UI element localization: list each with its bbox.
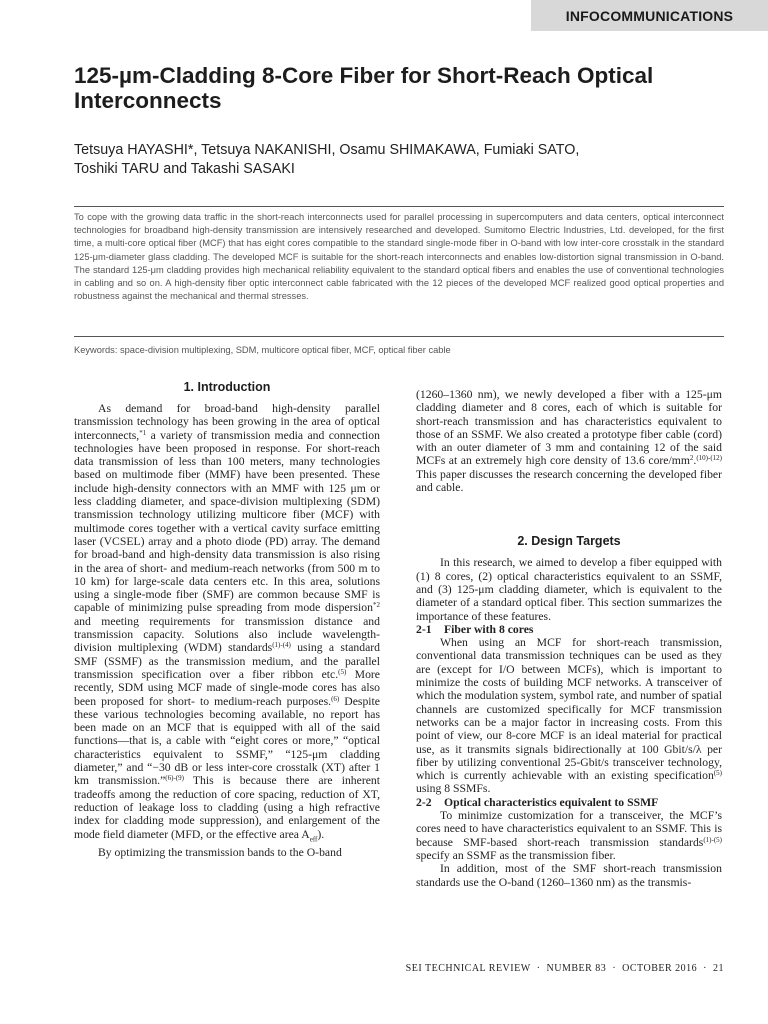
subsection-heading-2-1: 2-1 Fiber with 8 cores	[416, 622, 534, 636]
footer-date: OCTOBER 2016	[622, 963, 698, 974]
abstract-bottom-rule	[74, 336, 724, 337]
right-column	[416, 388, 722, 889]
keywords: Keywords: space-division multiplexing, SDM, multicore optical fiber, MCF, optical fiber cable	[74, 345, 451, 355]
abstract-top-rule	[74, 206, 724, 207]
subsection-2-2-paragraph-1: To minimize customization for a transceiver, the MCF’s cores need to have characteristics equivalent to an SSMF. This is because SMF-based short-reach transmission standards$^{(1)-(5)}$ specify an SSMF as the transmission fiber.	[416, 809, 722, 862]
subsection-2-1-paragraph: When using an MCF for short-reach transmission, conventional data transmission techniques can be used as they are (except for I/O between MCFs), which is important to minimize the costs of building MCF networks. A transceiver of which the modulation system, symbol rate, and number of spatial channels are customized specifically for MCF transmission networks can be a major factor in increasing costs. From this point of view, our 8-core MCF is an ideal material for practical use, as it transmits signals bidirectionally at 100 Gbit/s/λ per fiber by utilizing conventional 25-Gbit/s transceiver technology, which is currently achievable with an existing specification$^{(5)}$ using 8 SSMFs.	[416, 636, 722, 796]
footer-issue-number: NUMBER 83	[546, 963, 607, 974]
section-heading-introduction: 1. Introduction	[183, 380, 271, 394]
paper-title: 125-µm-Cladding 8-Core Fiber for Short-Reach Optical Interconnects	[74, 63, 654, 113]
section-tag: INFOCOMMUNICATIONS	[531, 0, 768, 31]
subsection-2-2-paragraph-2: In addition, most of the SMF short-reach transmission standards use the O-band (1260–1360 nm) as the transmis-	[416, 862, 722, 889]
intro-paragraph-2: By optimizing the transmission bands to the O-band	[98, 846, 342, 860]
design-paragraph-1: In this research, we aimed to develop a fiber equipped with (1) 8 cores, (2) optical characteristics equivalent to an SSMF, and (3) 125-μm cladding diameter, which is equivalent to the diameter of a standard optical fiber. This section summarizes the importance of these features.	[416, 556, 722, 623]
authors-line-2: Toshiki TARU and Takashi SASAKI	[74, 161, 295, 177]
authors-line-1: Tetsuya HAYASHI*, Tetsuya NAKANISHI, Osamu SHIMAKAWA, Fumiaki SATO,	[74, 142, 580, 158]
abstract: To cope with the growing data traffic in the short-reach interconnects used for parallel processing in supercomputers and data centers, optical interconnect technologies for broadband high-density transmission are intensively researched and developed. Sumitomo Electric Industries, Ltd. developed, for the first time, a multi-core optical fiber (MCF) that has eight cores compatible to the standard single-mode fiber in O-band with low inter-core crosstalk in the standard 125-μm-diameter glass cladding. The developed MCF is suitable for the short-reach interconnects and enables low-distortion signal transmission in O-band. The standard 125-μm cladding provides high mechanical reliability equivalent to the standard optical fibers and enables the use of conventional technologies in cabling and so on. A high-density fiber optic interconnect cable fabricated with the 12 pieces of the developed MCF realized good optical properties and robustness against the mechanical and thermal stresses.	[74, 212, 724, 302]
subsection-heading-2-2: 2-2 Optical characteristics equivalent to SSMF	[416, 795, 659, 809]
left-column	[74, 380, 380, 859]
footer-journal: SEI TECHNICAL REVIEW	[405, 963, 531, 974]
section-heading-design-targets: 2. Design Targets	[517, 534, 621, 549]
intro-paragraph-3: (1260–1360 nm), we newly developed a fiber with a 125-μm cladding diameter and 8 cores, each of which is suitable for short-reach transmission and has characteristics equivalent to those of an SSMF. We also created a prototype fiber cable (cord) with an outer diameter of 3 mm and containing 12 of the said MCFs at an extremely high core density of 13.6 core/$mm^2.^{(10)-(12)}$ This paper discusses the research concerning the developed fiber and cable.	[416, 388, 722, 495]
page-footer: SEI TECHNICAL REVIEW · NUMBER 83 · OCTOBER 2016 · 21	[405, 963, 724, 974]
author-list	[74, 141, 724, 179]
footer-page-number: 21	[713, 963, 724, 974]
intro-paragraph-1: As demand for broad-band high-density parallel transmission technology has been growing in the area of optical interconnects,$^{*1}$ a variety of transmission media and connection technologies have been proposed in response. For short-reach data transmission of less than 100 meters, many technologies based on multimode fiber (MMF) have been presented. These include high-density connectors with an MMF with 125 μm or less cladding diameter, and space-division multiplexing (SDM) transmission technology utilizing multicore fiber (MCF) with multimode cores together with a vertical cavity surface emitting laser (VCSEL) array and a photo diode (PD) array. The demand for broad-band and high-density data transmission is also rising in the area of short- and medium-reach networks (from 500 m to 10 km) for large-scale data centers etc. In this area, solutions using a single-mode fiber (SMF) are common because SMF is capable of minimizing pulse spreading from mode dispersion$^{*2}$ and meeting requirements for transmission distance and transmission capacity. Solutions also include wavelength-division multiplexing (WDM) standards$^{(1)-(4)}$ using a standard SMF (SSMF) as the transmission medium, and the parallel transmission specification over a fiber ribbon etc.$^{(5)}$ More recently, SDM using MCF made of single-mode cores has also been proposed for short- to medium-reach purposes.$^{(6)}$ Despite these various technologies becoming available, no report has been made on an MCF that is equipped with all of the said functions—that is, a cable with “eight cores or more,” “optical characteristics equivalent to SSMF,” “125-μm cladding diameter,” and “−30 dB or less inter-core crosstalk (XT) after 1 km transmission.”$^{(6)-(9)}$ This is because there are inherent tradeoffs among the reduction of core spacing, reduction of XT, reduction of leakage loss to cladding (using a high refractive index for cladding mode suppression), and enlargement of the mode field diameter (MFD, or the effective area $A_{eff}$).	[74, 402, 381, 843]
